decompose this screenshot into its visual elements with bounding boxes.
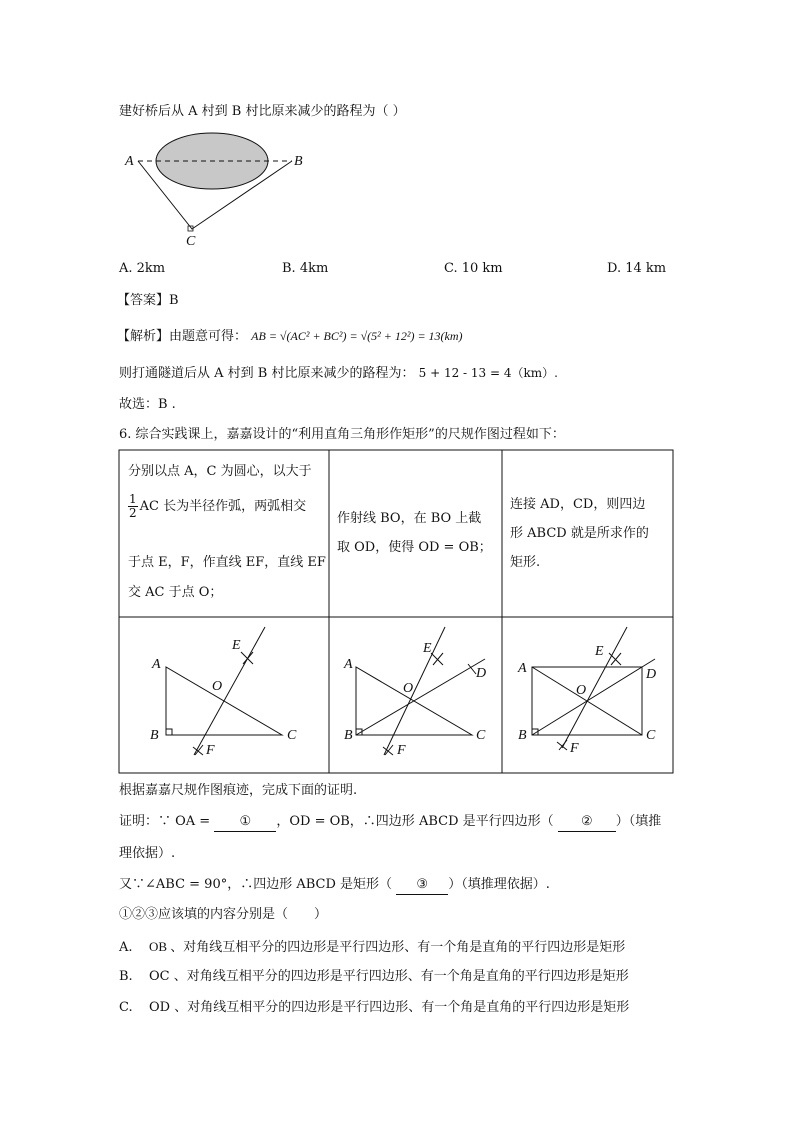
answer-line xyxy=(117,292,179,310)
fig3-label-d: D xyxy=(646,667,657,682)
fig1-label-f: F xyxy=(206,743,215,758)
analysis-line2 xyxy=(119,364,558,383)
choice-a-text: OB 、对角线互相平分的四边形是平行四边形、有一个角是直角的平行四边形是矩形 xyxy=(149,939,626,954)
figure-1 xyxy=(166,627,282,755)
option-d: D. 14 km xyxy=(607,261,667,276)
choice-b-text: OC 、对角线互相平分的四边形是平行四边形、有一个角是直角的平行四边形是矩形 xyxy=(149,969,629,984)
analysis-formula: AB = √(AC² + BC²) = √(5² + 12²) = 13(km) xyxy=(251,329,463,343)
fig2-label-o: O xyxy=(403,681,414,696)
fig1-label-o: O xyxy=(212,679,223,694)
step2-line1: 作射线 BO，在 BO 上截 xyxy=(337,511,482,526)
blank-2: ② xyxy=(558,813,616,832)
fig2-label-c: C xyxy=(476,728,486,743)
frac-den: 2 xyxy=(129,506,137,520)
proof2-a: 又∵∠ABC = 90°，∴四边形 ABCD 是矩形（ xyxy=(119,877,393,892)
choice-c xyxy=(119,999,629,1017)
step3-line2: 形 ABCD 就是所求作的 xyxy=(510,526,649,541)
step3-line1: 连接 AD，CD，则四边 xyxy=(510,497,646,512)
step2-line2: 取 OD，使得 OD = OB； xyxy=(337,540,492,555)
option-a: A. 2km xyxy=(119,261,166,276)
fraction-one-half xyxy=(128,493,138,520)
fig3-label-e: E xyxy=(595,644,604,659)
choice-b-letter: B. xyxy=(119,969,133,984)
choice-a xyxy=(119,938,625,957)
label-c: C xyxy=(186,234,196,249)
fig1-label-c: C xyxy=(287,728,297,743)
proof-line2 xyxy=(119,876,550,895)
fig2-label-d: D xyxy=(476,666,487,681)
choice-c-text: OD 、对角线互相平分的四边形是平行四边形、有一个角是直角的平行四边形是矩形 xyxy=(149,1000,630,1015)
fig3-label-f: F xyxy=(570,741,579,756)
label-b: B xyxy=(294,154,303,169)
proof1-c: ）（填推 xyxy=(615,814,662,829)
choice-b xyxy=(119,968,629,986)
fig1-label-a: A xyxy=(152,657,161,672)
analysis-line xyxy=(117,327,463,346)
proof1-b: ，OD = OB，∴四边形 ABCD 是平行四边形（ xyxy=(276,814,554,829)
proof-intro: 根据嘉嘉尺规作图痕迹，完成下面的证明. xyxy=(119,783,358,798)
fig3-label-c: C xyxy=(646,728,656,743)
step1-line2-wrap xyxy=(128,492,306,522)
fig2-label-f: F xyxy=(397,743,406,758)
step1-line1: 分别以点 A，C 为圆心，以大于 xyxy=(128,464,312,479)
fig2-label-b: B xyxy=(344,728,353,743)
option-b: B. 4km xyxy=(282,261,329,276)
proof-line1 xyxy=(119,813,661,832)
fig2-label-e: E xyxy=(423,641,432,656)
fig1-label-b: B xyxy=(150,728,159,743)
proof2-b: ）（填推理依据）. xyxy=(448,877,550,892)
choice-c-letter: C. xyxy=(119,1000,133,1015)
choice-a-letter: A. xyxy=(119,940,133,955)
fig3-label-b: B xyxy=(518,728,527,743)
fig2-label-a: A xyxy=(344,657,353,672)
fig1-label-e: E xyxy=(232,638,241,653)
step1-line2: AC 长为半径作弧，两弧相交 xyxy=(139,499,307,514)
q5-stem: 建好桥后从 A 村到 B 村比原来减少的路程为（ ） xyxy=(119,104,406,119)
proof1-a: 证明：∵ OA = xyxy=(119,814,211,829)
step3-line3: 矩形. xyxy=(510,555,541,570)
blank-3: ③ xyxy=(396,876,448,895)
step1-line3: 于点 E，F，作直线 EF，直线 EF xyxy=(128,555,326,570)
proof1-d: 理依据）. xyxy=(119,846,176,861)
option-c: C. 10 km xyxy=(444,261,503,276)
right-angle-mark-c xyxy=(188,226,193,231)
question-ask: ①②③应该填的内容分别是（ ） xyxy=(119,907,328,922)
step1-line4: 交 AC 于点 O； xyxy=(128,585,223,600)
answer-tag: 【答案】 xyxy=(117,293,170,308)
figure-3 xyxy=(532,627,655,750)
blank-1: ① xyxy=(214,813,276,832)
fig3-label-o: O xyxy=(576,683,587,698)
lake-ellipse xyxy=(156,133,268,189)
analysis-lead: 由题意可得： xyxy=(169,329,248,344)
analysis-line2-text: 则打通隧道后从 A 村到 B 村比原来减少的路程为： xyxy=(119,366,415,381)
analysis-tag: 【解析】 xyxy=(117,329,170,344)
figure-2 xyxy=(356,627,485,755)
frac-num: 1 xyxy=(129,492,137,506)
analysis-line2-calc: 5 + 12 - 13 = 4（km）. xyxy=(418,366,558,380)
fig3-label-a: A xyxy=(518,661,527,676)
path-acb xyxy=(138,161,292,229)
label-a: A xyxy=(125,154,134,169)
q6-stem: 6. 综合实践课上，嘉嘉设计的“利用直角三角形作矩形”的尺规作图过程如下： xyxy=(119,427,565,442)
conclusion: 故选：B . xyxy=(119,397,176,412)
answer-value: B xyxy=(169,293,179,308)
